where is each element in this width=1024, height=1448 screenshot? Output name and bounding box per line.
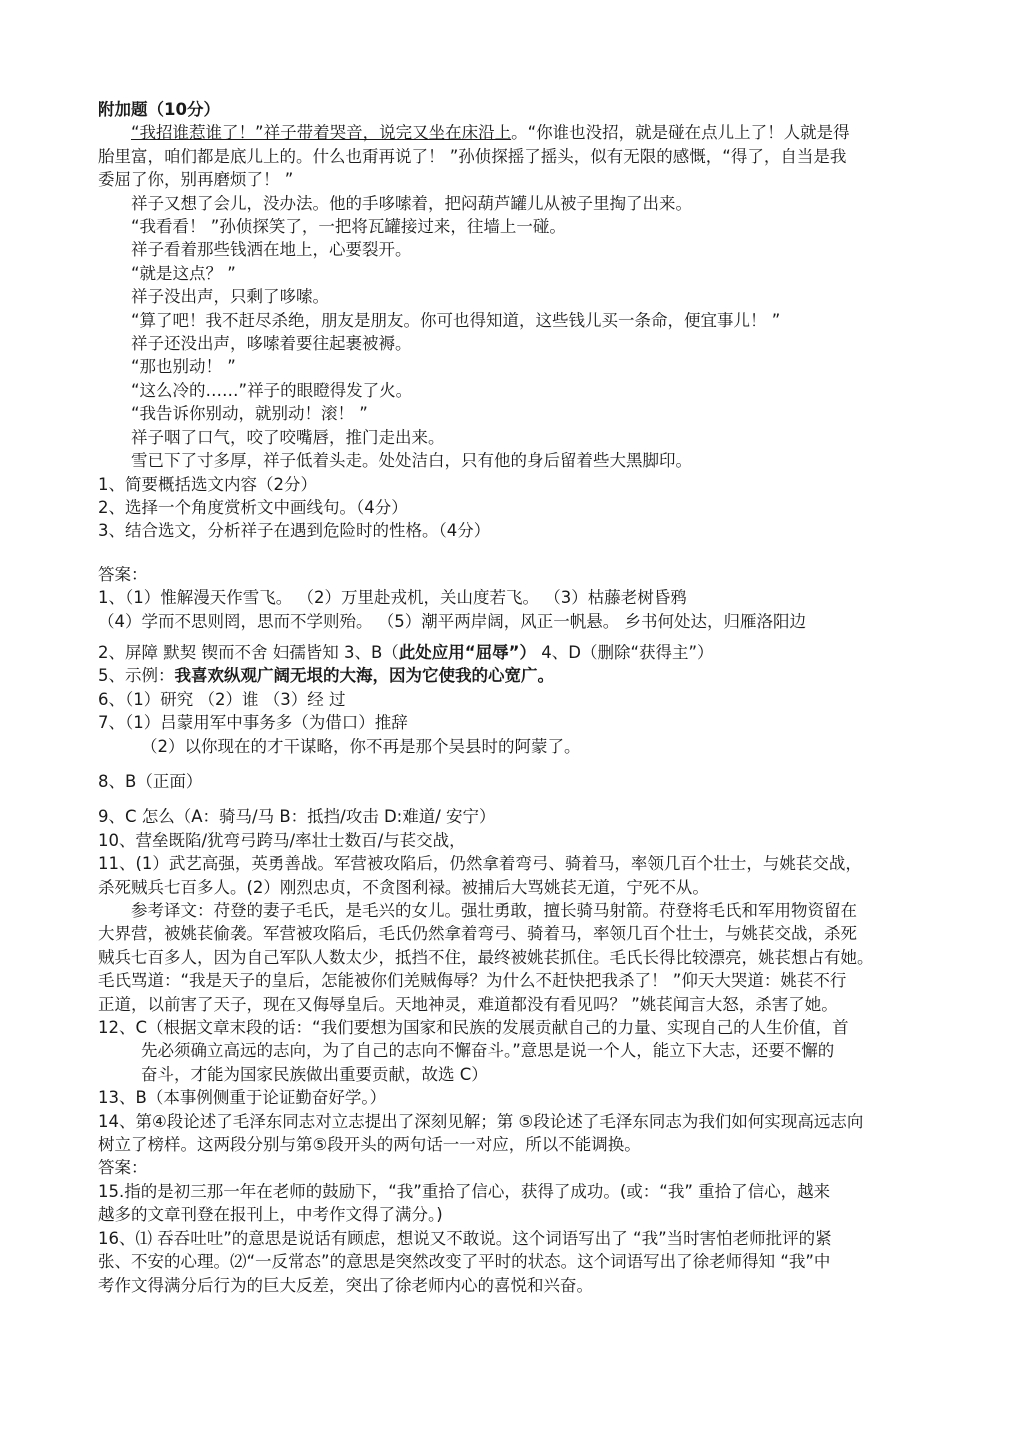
- answer-16-cont: 考作文得满分后行为的巨大反差，突出了徐老师内心的喜悦和兴奋。: [98, 1275, 593, 1295]
- answer-12-cont: 奋斗，才能为国家民族做出重要贡献，故选 C）: [141, 1064, 488, 1084]
- passage-line: “我看看！ ”孙侦探笑了，一把将瓦罐接过来，往墙上一碰。: [131, 217, 566, 237]
- answer-10: 10、营垒既陷/犹弯弓跨马/率壮士数百/与苌交战，: [98, 830, 466, 850]
- answer-8: 8、B（正面）: [98, 771, 203, 791]
- passage-line: 雪已下了寸多厚，祥子低着头走。处处洁白，只有他的身后留着些大黑脚印。: [131, 451, 692, 471]
- answer-text: 2、屏障 默契 锲而不舍 妇孺皆知 3、B（: [98, 642, 399, 662]
- answer-9: 9、C 怎么（A：骑马/马 B：抵挡/攻击 D:难道/ 安宁）: [98, 807, 496, 827]
- translation-line: 正道，以前害了天子，现在又侮辱皇后。天地神灵，难道都没有看见吗？ ”姚苌闻言大怒，杀害了她。: [98, 994, 838, 1014]
- answer-1-cont: （4）学而不思则罔，思而不学则殆。 （5）潮平两岸阔，风正一帆悬。 乡书何处达，归雁洛阳边: [98, 611, 806, 631]
- question-2: 2、选择一个角度赏析文中画线句。（4分）: [98, 497, 408, 517]
- passage-line: 祥子咽了口气，咬了咬嘴唇，推门走出来。: [131, 427, 445, 447]
- section-heading: 附加题（10分）: [98, 100, 220, 119]
- answers-label-2: 答案：: [98, 1158, 148, 1178]
- answer-text: 5、示例：: [98, 666, 175, 686]
- passage-line: 祥子没出声，只剩了哆嗦。: [131, 287, 329, 307]
- paragraph-text: 。“你谁也没招，就是碰在点儿上了！人就是得: [511, 123, 850, 143]
- question-3: 3、结合选文，分析祥子在遇到危险时的性格。（4分）: [98, 521, 491, 541]
- answer-11-cont: 杀死贼兵七百多人。(2）刚烈忠贞，不贪图利禄。被捕后大骂姚苌无道，宁死不从。: [98, 877, 709, 897]
- question-1: 1、简要概括选文内容（2分）: [98, 474, 317, 494]
- translation-line: 参考译文：苻登的妻子毛氏，是毛兴的女儿。强壮勇敢，擅长骑马射箭。苻登将毛氏和军用物资留在: [131, 901, 857, 920]
- answer-5: [98, 664, 938, 687]
- passage-line: 祥子还没出声，哆嗦着要往起裹被褥。: [131, 334, 412, 354]
- answer-12: 12、C（根据文章末段的话：“我们要想为国家和民族的发展贡献自己的力量、实现自己的人生价值，首: [98, 1018, 849, 1038]
- answer-7-cont: （2）以你现在的才干谋略，你不再是那个吴县时的阿蒙了。: [141, 736, 581, 756]
- answer-6: 6、（1）研究 （2）谁 （3）经 过: [98, 689, 346, 709]
- answers-label: 答案：: [98, 564, 148, 584]
- translation-line: 大界营，被姚苌偷袭。军营被攻陷后，毛氏仍然拿着弯弓、骑着马，率领几百个壮士，与姚苌交战，杀死: [98, 924, 857, 944]
- passage-line: “这么冷的……”祥子的眼瞪得发了火。: [131, 380, 413, 400]
- passage-line: 委屈了你，别再磨烦了！ ”: [98, 170, 294, 190]
- passage-line: “算了吧！我不赶尽杀绝，朋友是朋友。你可也得知道，这些钱儿买一条命，便宜事儿！ ”: [131, 310, 781, 330]
- answer-1: 1、（1）惟解漫天作雪飞。 （2）万里赴戎机，关山度若飞。 （3）枯藤老树昏鸦: [98, 588, 687, 608]
- answer-13: 13、B（本事例侧重于论证勤奋好学。）: [98, 1088, 387, 1108]
- answer-text: 4、D（删除“获得主”）: [536, 642, 714, 662]
- passage-line: 祥子看着那些钱洒在地上，心要裂开。: [131, 240, 412, 260]
- passage-line: “那也别动！ ”: [131, 357, 236, 377]
- passage-line: “我告诉你别动，就别动！滚！ ”: [131, 404, 368, 424]
- passage-line: “就是这点？ ”: [131, 263, 236, 283]
- answer-14-cont: 树立了榜样。这两段分别与第⑤段开头的两句话一一对应，所以不能调换。: [98, 1135, 641, 1155]
- document-page: [98, 98, 938, 1297]
- answer-16: 16、⑴ 吞吞吐吐”的意思是说话有顾虑，想说又不敢说。这个词语写出了 “我”当时害怕老师批评的紧: [98, 1228, 832, 1248]
- answer-bold-text: 此处应用“屈辱”）: [398, 642, 536, 662]
- passage-line: 胎里富，咱们都是底儿上的。什么也甭再说了！ ”孙侦探摇了摇头，似有无限的感慨，“得了，自当是我: [98, 146, 847, 166]
- answer-bold-text: 我喜欢纵观广阔无垠的大海，因为它使我的心宽广。: [174, 666, 554, 686]
- translation-line: 贼兵七百多人，因为自己军队人数太少，抵挡不住，最终被姚苌抓住。毛氏长得比较漂亮，姚苌想占有她。: [98, 947, 874, 967]
- passage-paragraph-1: [98, 121, 938, 144]
- passage-line: 祥子又想了会儿，没办法。他的手哆嗦着，把闷葫芦罐儿从被子里掏了出来。: [131, 193, 692, 213]
- underlined-sentence: “我招谁惹谁了！”祥子带着哭音，说完又坐在床沿上: [131, 123, 512, 143]
- answer-2-4: [98, 641, 938, 664]
- answer-15: 15.指的是初三那一年在老师的鼓励下，“我”重拾了信心，获得了成功。(或：“我” 重拾了信心，越来: [98, 1181, 831, 1201]
- answer-7: 7、（1）吕蒙用军中事务多（为借口）推辞: [98, 713, 408, 733]
- answer-12-cont: 先必须确立高远的志向，为了自己的志向不懈奋斗。”意思是说一个人，能立下大志，还要不懈的: [141, 1041, 835, 1061]
- answer-16-cont: 张、不安的心理。⑵“一反常态”的意思是突然改变了平时的状态。这个词语写出了徐老师得知 “我”中: [98, 1252, 831, 1272]
- answer-11: 11、(1）武艺高强，英勇善战。军营被攻陷后，仍然拿着弯弓、骑着马，率领几百个壮士，与姚苌交战，: [98, 854, 862, 874]
- translation-line: 毛氏骂道：“我是天子的皇后，怎能被你们羌贼侮辱？为什么不赶快把我杀了！ ”仰天大哭道：姚苌不行: [98, 971, 847, 991]
- answer-14: 14、第④段论述了毛泽东同志对立志提出了深刻见解；第 ⑤段论述了毛泽东同志为我们如何实现高远志向: [98, 1111, 864, 1131]
- answer-15-cont: 越多的文章刊登在报刊上，中考作文得了满分。): [98, 1205, 443, 1225]
